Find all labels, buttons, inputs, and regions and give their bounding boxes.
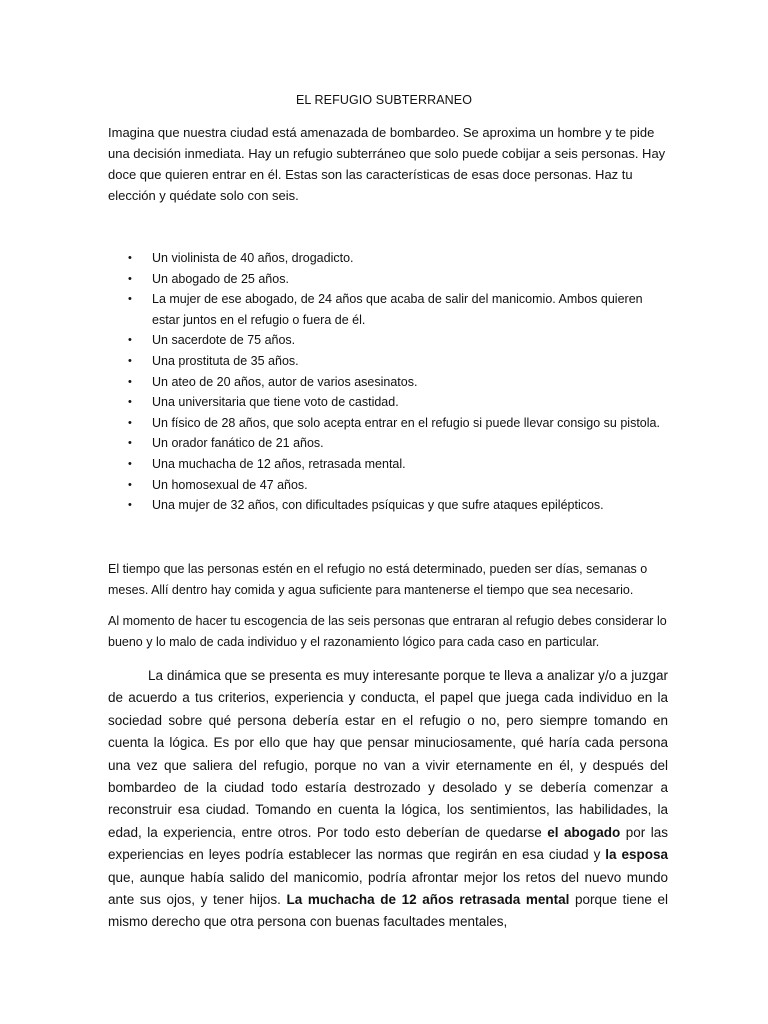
list-item-text: Un orador fanático de 21 años. bbox=[152, 436, 324, 451]
list-item bbox=[108, 433, 668, 454]
bullet-icon: • bbox=[128, 293, 132, 306]
list-item-text: Un físico de 28 años, que solo acepta entrar en el refugio si puede llevar consigo su pistola. bbox=[152, 415, 660, 430]
list-item bbox=[108, 330, 668, 351]
list-item-text: Una mujer de 32 años, con dificultades psíquicas y que sufre ataques epilépticos. bbox=[152, 498, 604, 513]
paragraph-text: porque tiene el mismo derecho que otra persona con buenas facultades mentales, bbox=[108, 892, 668, 930]
list-item-text: Una prostituta de 35 años. bbox=[152, 353, 299, 368]
list-item bbox=[108, 413, 668, 434]
list-item bbox=[108, 351, 668, 372]
bullet-icon: • bbox=[128, 499, 132, 512]
bullet-icon: • bbox=[128, 272, 132, 285]
list-item bbox=[108, 269, 668, 290]
list-item bbox=[108, 248, 668, 269]
paragraph-text: por las experiencias en leyes podría establecer las normas que regirán en esa ciudad y bbox=[108, 824, 668, 863]
list-item bbox=[108, 454, 668, 475]
paragraph-analysis bbox=[108, 665, 668, 934]
bullet-icon: • bbox=[128, 396, 132, 409]
paragraph-criteria: Al momento de hacer tu escogencia de las seis personas que entraran al refugio debes considerar lo bueno y lo malo de cada individuo y el razonamiento lógico para cada caso en particular. bbox=[108, 614, 667, 649]
bullet-icon: • bbox=[128, 375, 132, 388]
list-item-text: Un abogado de 25 años. bbox=[152, 271, 289, 286]
bold-text: La muchacha de 12 años retrasada mental bbox=[286, 892, 570, 908]
bold-text: la esposa bbox=[605, 847, 668, 863]
bullet-icon: • bbox=[128, 437, 132, 450]
list-item-text: Un homosexual de 47 años. bbox=[152, 477, 308, 492]
list-item-text: Un ateo de 20 años, autor de varios asesinatos. bbox=[152, 374, 418, 389]
bullet-icon: • bbox=[128, 416, 132, 429]
list-item bbox=[108, 475, 668, 496]
bullet-icon: • bbox=[128, 478, 132, 491]
bold-text: el abogado bbox=[547, 824, 621, 840]
paragraph-text: La dinámica que se presenta es muy interesante porque te lleva a analizar y/o a juzgar de acuerdo a tus criterios, experiencia y conducta, el papel que juega cada individuo en la sociedad sobre qué persona debería estar en el refugio o no, pero siempre tomando en cuenta la lógica. Es por ello que hay que pensar minuciosamente, qué haría cada persona una vez que saliera del refugio, porque no van a vivir eternamente en él, y después del bombardeo de la ciudad todo estaría destrozado y desolado y se debería comenzar a reconstruir esa ciudad. Tomando en cuenta la lógica, los sentimientos, las habilidades, la edad, la experiencia, entre otros. Por todo esto deberían de quedarse bbox=[108, 668, 668, 840]
list-item-text: Una universitaria que tiene voto de castidad. bbox=[152, 395, 399, 410]
list-item bbox=[108, 289, 668, 330]
list-item bbox=[108, 495, 668, 516]
candidates-list bbox=[108, 248, 668, 516]
bullet-icon: • bbox=[128, 457, 132, 470]
intro-paragraph: Imagina que nuestra ciudad está amenazada de bombardeo. Se aproxima un hombre y te pide una decisión inmediata. Hay un refugio subterráneo que solo puede cobijar a seis personas. Hay doce que quieren entrar en él. Estas son las características de esas doce personas. Haz tu elección y quédate solo con seis. bbox=[108, 125, 666, 203]
bullet-icon: • bbox=[128, 334, 132, 347]
list-item-text: Un sacerdote de 75 años. bbox=[152, 333, 296, 348]
paragraph-text: que, aunque había salido del manicomio, podría afrontar mejor los retos del nuevo mundo ante sus ojos, y tener hijos. bbox=[108, 869, 668, 908]
bullet-icon: • bbox=[128, 252, 132, 264]
bullet-icon: • bbox=[128, 354, 132, 367]
paragraph-duration: El tiempo que las personas estén en el refugio no está determinado, pueden ser días, semanas o meses. Allí dentro hay comida y agua suficiente para mantenerse el tiempo que sea necesario. bbox=[108, 562, 648, 597]
list-item-text: La mujer de ese abogado, de 24 años que acaba de salir del manicomio. Ambos quieren estar juntos en el refugio o fuera de él. bbox=[152, 292, 643, 327]
list-item-text: Una muchacha de 12 años, retrasada mental. bbox=[152, 456, 406, 471]
list-item bbox=[108, 372, 668, 393]
document-title: EL REFUGIO SUBTERRANEO bbox=[295, 93, 473, 107]
list-item-text: Un violinista de 40 años, drogadicto. bbox=[152, 251, 354, 265]
list-item bbox=[108, 392, 668, 413]
